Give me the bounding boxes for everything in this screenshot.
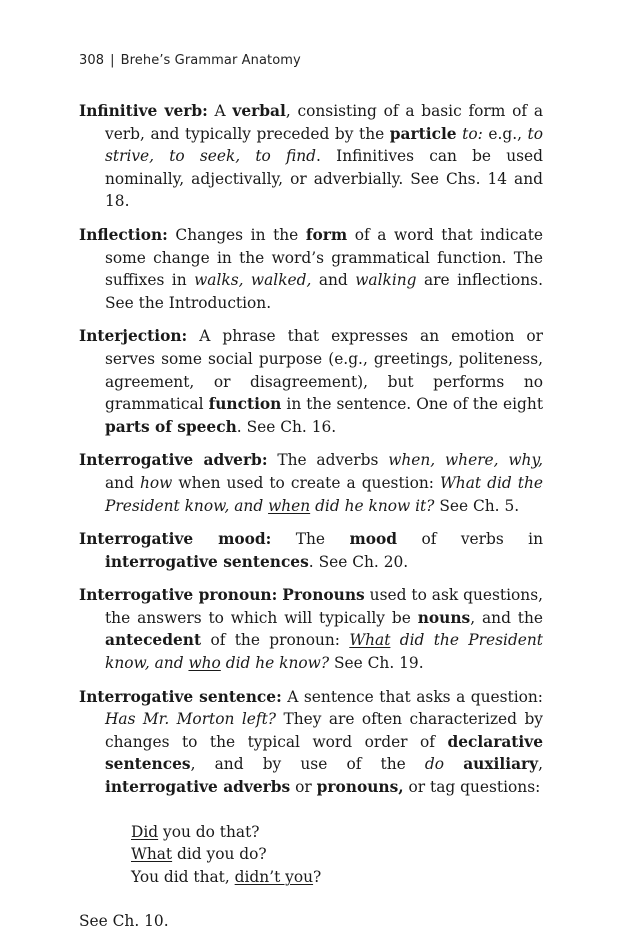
entry-term: Interrogative mood: (79, 530, 272, 549)
glossary-link-antecedent: antecedent (105, 631, 202, 650)
glossary-entry-inflection: Inflection: Changes in the form of a word that indicate some change in the word’s grammatical function. The suffixes in walks, walked, and walking are inflections. See the Introduction. (79, 225, 543, 312)
glossary-link-function: function (208, 395, 282, 414)
see-chapter-reference: See Ch. 10. (79, 912, 169, 931)
entry-term: Interrogative sentence: (79, 687, 282, 706)
glossary-entry-interrogative-sentence: Interrogative sentence: A sentence that asks a question: Has Mr. Morton left? They are often characterized by changes to the typical word order of declarative sentences, and by use of the do auxiliary, interrogative adverbs or pronouns, or tag questions: (79, 687, 543, 797)
glossary-link-pronouns: pronouns, (316, 778, 404, 797)
glossary-link-nouns: nouns (417, 608, 471, 627)
glossary-link-interrogative-adverbs: interrogative adverbs (105, 778, 291, 797)
glossary-link-verbal: verbal (232, 102, 286, 120)
glossary-link-declarative-sentences: declarative sentences (105, 732, 543, 774)
glossary-entry-interrogative-pronoun: Interrogative pronoun: Pronouns used to ask questions, the answers to which will typically be nouns, and the antecedent of the pronoun: What did the President know, and who did he know? See Ch. 19. (79, 586, 543, 673)
glossary-entry-interrogative-adverb: Interrogative adverb: The adverbs when, where, why, and how when used to create a question: What did the President know, and when did he know it? See Ch. 5. (79, 451, 543, 515)
glossary-entry-interrogative-mood: Interrogative mood: The mood of verbs in interrogative sentences. See Ch. 20. (79, 530, 543, 571)
glossary-link-parts-of-speech: parts of speech (105, 417, 237, 436)
glossary-link-mood: mood (349, 530, 398, 549)
entry-term: Interrogative pronoun: (79, 586, 278, 605)
glossary-entry-infinitive-verb: Infinitive verb: A verbal, consisting of a basic form of a verb, and typically preceded by the particle to: e.g., to strive, to seek, to find. Infinitives can be used nominally, adjectivally, or adverbially. See Chs. 14 and 18. (79, 102, 544, 211)
entry-term: Interrogative adverb: (79, 451, 268, 470)
example-line: What did you do? (131, 845, 267, 864)
running-header (79, 53, 301, 68)
example-line: You did that, didn’t you? (131, 867, 322, 886)
glossary-link-form: form (305, 225, 348, 244)
glossary-content (79, 100, 543, 933)
header-separator: | (110, 53, 115, 68)
example-sentences (131, 821, 543, 889)
entry-term: Inflection: (79, 225, 168, 244)
glossary-link-auxiliary: auxiliary (463, 755, 539, 774)
example-line: Did you do that? (131, 822, 260, 841)
glossary-link-particle: particle (389, 124, 457, 143)
page-number: 308 (79, 53, 105, 68)
glossary-link-pronouns: Pronouns (282, 586, 365, 605)
entry-term: Infinitive verb: (79, 102, 208, 120)
entry-term: Interjection: (79, 327, 188, 346)
book-title: Brehe’s Grammar Anatomy (120, 53, 301, 68)
glossary-entry-interjection: Interjection: A phrase that expresses an emotion or serves some social purpose (e.g., greetings, politeness, agreement, or disagreement), but performs no grammatical function in the sentence. One of the eight parts of speech. See Ch. 16. (79, 327, 543, 436)
glossary-link-interrogative-sentences: interrogative sentences (105, 552, 309, 571)
